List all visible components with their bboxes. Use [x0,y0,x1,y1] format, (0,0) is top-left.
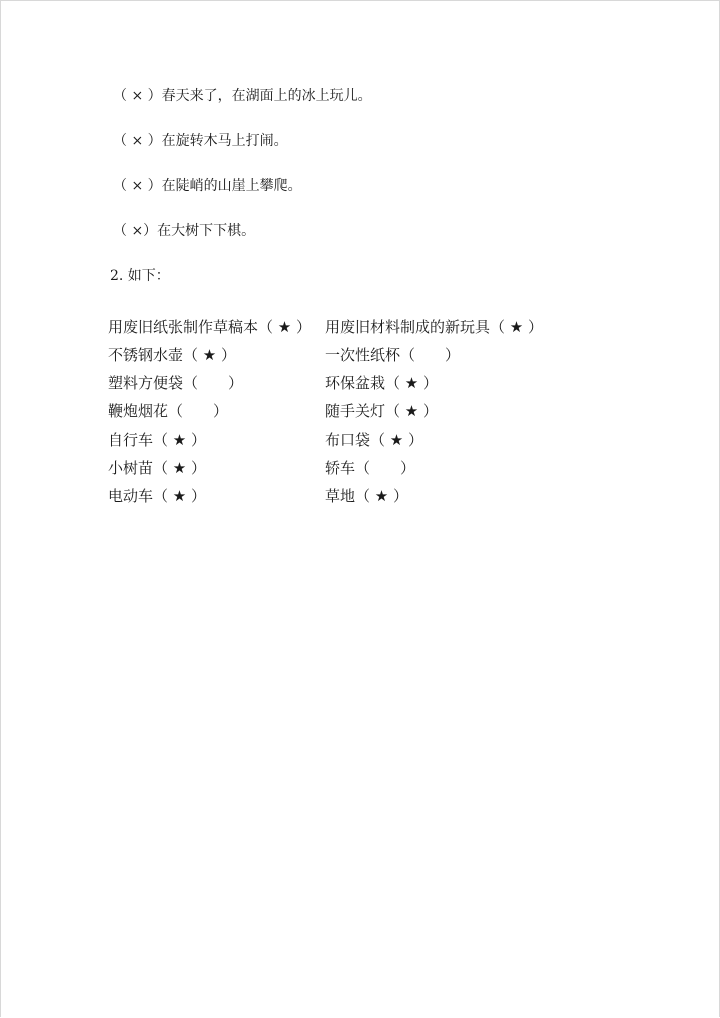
item-left-7: 电动车（ ★ ） [108,487,206,505]
item-left-6: 小树苗（ ★ ） [108,459,206,477]
judgment-line-2: （ × ）在旋转木马上打闹。 [113,133,288,149]
section-2-title: 2. 如下： [110,268,170,284]
item-left-3: 塑料方便袋（ ） [108,374,244,392]
item-right-4: 随手关灯（ ★ ） [325,402,438,420]
item-right-5: 布口袋（ ★ ） [325,431,423,449]
item-left-1: 用废旧纸张制作草稿本（ ★ ） [108,318,311,336]
item-right-1: 用废旧材料制成的新玩具（ ★ ） [325,318,543,336]
item-right-2: 一次性纸杯（ ） [325,346,461,364]
item-right-3: 环保盆栽（ ★ ） [325,374,438,392]
item-right-6: 轿车（ ） [325,459,416,477]
judgment-line-4: （ ×）在大树下下棋。 [113,223,256,239]
item-left-4: 鞭炮烟花（ ） [108,402,229,420]
item-left-2: 不锈钢水壶（ ★ ） [108,346,236,364]
judgment-line-3: （ × ）在陡峭的山崖上攀爬。 [113,178,302,194]
item-right-7: 草地（ ★ ） [325,487,408,505]
item-left-5: 自行车（ ★ ） [108,431,206,449]
judgment-line-1: （ × ）春天来了，在湖面上的冰上玩儿。 [113,88,372,104]
